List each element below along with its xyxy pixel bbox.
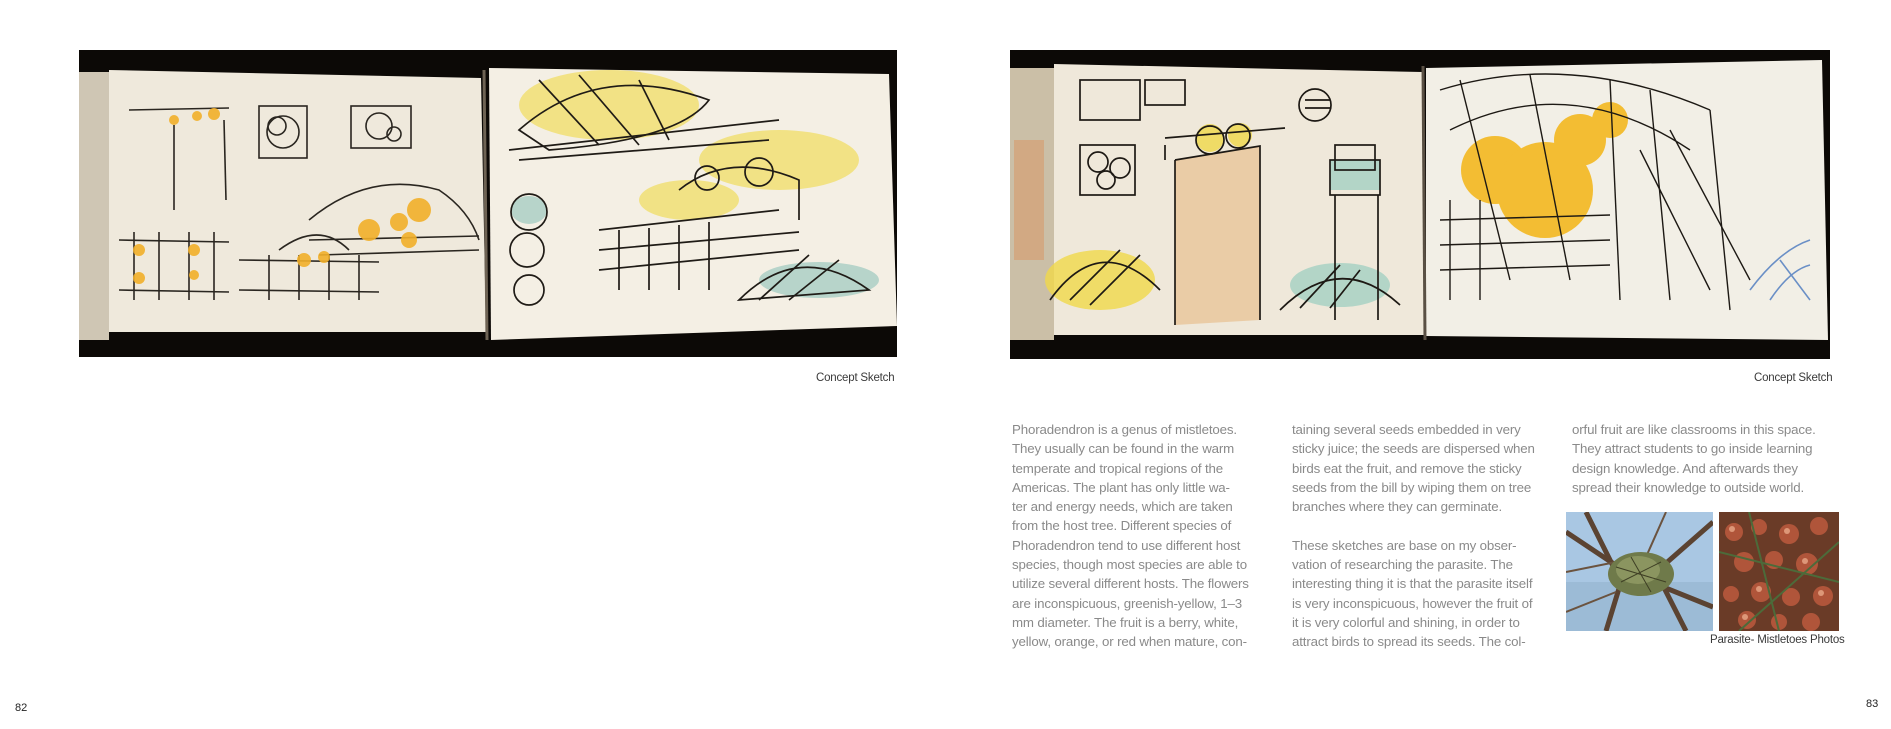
body-text-column-2 <box>1292 420 1548 652</box>
mistletoe-berries-photo-icon <box>1719 512 1839 631</box>
sketchbook-photo-icon <box>1010 50 1830 359</box>
paragraph: Phoradendron is a genus of mistletoes. They usually can be found in the warm temperate and tropical regions of the Americas. The plant has only little wa- ter and energy needs, which are taken from the host tree. Different species of Phoradendron tend to use different host species, though most species are able to utilize several different hosts. The flowers are inconspicuous, greenish-yellow, 1–3 mm diameter. The fruit is a berry, white, yellow, orange, or red when mature, con- <box>1012 422 1249 650</box>
page-number-left: 82 <box>15 702 28 714</box>
body-text-column-3 <box>1572 420 1828 497</box>
right-photo-caption: Concept Sketch <box>1754 372 1833 384</box>
concept-sketch-photo-left <box>79 50 897 357</box>
left-page <box>0 0 945 729</box>
mistletoe-photo-1 <box>1566 512 1713 631</box>
page-number-right: 83 <box>1866 698 1879 710</box>
concept-sketch-photo-right <box>1010 50 1830 359</box>
mistletoe-nest-photo-icon <box>1566 512 1713 631</box>
mistletoe-photos-caption: Parasite- Mistletoes Photos <box>1710 634 1845 646</box>
right-page <box>946 0 1891 729</box>
body-text-column-1 <box>1012 420 1268 652</box>
paragraph: These sketches are base on my obser- vation of researching the parasite. The interesting thing it is that the parasite itself is very inconspicuous, however the fruit of it is very colorful and shining, in order to attract birds to spread its seeds. The col- <box>1292 537 1533 650</box>
left-photo-caption: Concept Sketch <box>816 372 895 384</box>
paragraph: taining several seeds embedded in very sticky juice; the seeds are dispersed when birds eat the fruit, and remove the sticky seeds from the bill by wiping them on tree branches where they can germinate. <box>1292 422 1535 515</box>
mistletoe-photo-2 <box>1719 512 1839 631</box>
paragraph: orful fruit are like classrooms in this space. They attract students to go inside learning design knowledge. And afterwards they spread their knowledge to outside world. <box>1572 422 1816 495</box>
sketchbook-photo-icon <box>79 50 897 357</box>
